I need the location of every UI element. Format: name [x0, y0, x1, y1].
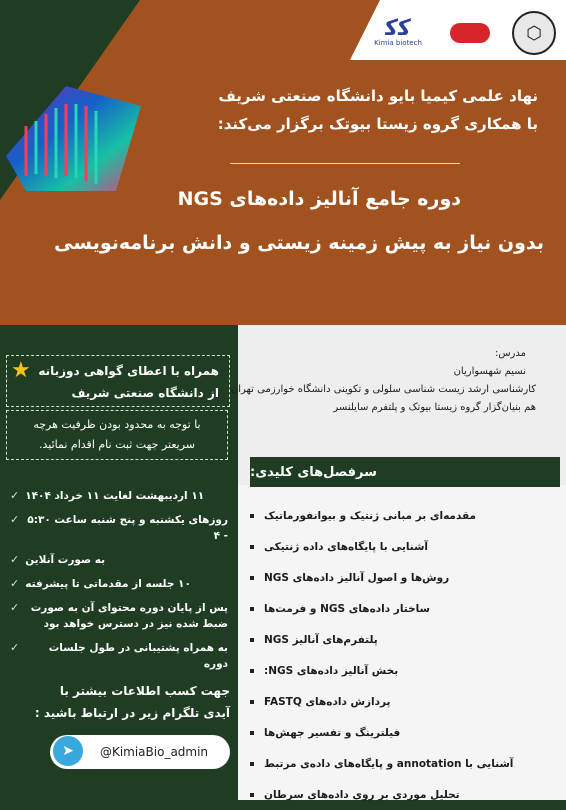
syllabus-list [250, 500, 550, 810]
bullet-icon [250, 731, 254, 735]
bullet-icon [250, 669, 254, 673]
bullet-icon [250, 514, 254, 518]
bullet-icon [250, 793, 254, 797]
kimia-logo: ﮐﮐ Kimia biotech [374, 16, 422, 47]
check-icon: ✓ [10, 641, 20, 654]
syllabus-item: مقدمه‌ای بر مبانی ژنتیک و بیوانفورماتیک [250, 500, 550, 531]
check-icon: ✓ [10, 601, 20, 614]
bullet-icon [250, 762, 254, 766]
syllabus-item: تحلیل موردی بر روی داده‌های سرطان [250, 779, 550, 810]
bullet-icon [250, 607, 254, 611]
check-icon: ✓ [10, 513, 20, 526]
teacher-info [216, 345, 536, 417]
syllabus-item: ساختار داده‌های NGS و فرمت‌ها [250, 593, 550, 624]
check-icon: ✓ [10, 489, 20, 502]
detail-item: ✓ به صورت آنلاین [10, 553, 106, 566]
detail-item: ✓ ۱۱ اردیبهشت لغایت ۱۱ خرداد ۱۴۰۴ [10, 489, 205, 502]
syllabus-item: پلتفرم‌های آنالیز NGS [250, 624, 550, 655]
teacher-bio-2: هم بنیان‌گزار گروه زیستا بیوتک و پلتفرم سایلنسر [333, 402, 536, 413]
check-icon: ✓ [10, 577, 20, 590]
course-title: دوره جامع آنالیز داده‌های NGS [177, 188, 461, 210]
syllabus-item: پردازش داده‌های FASTQ [250, 686, 550, 717]
certificate-line-1: همراه با اعطای گواهی دوزبانه [38, 364, 219, 378]
syllabus-item: آشنایی با پایگاه‌های داده ژنتیکی [250, 531, 550, 562]
syllabus-item: فیلترینگ و تفسیر جهش‌ها [250, 717, 550, 748]
org-line-1: نهاد علمی کیمیا بایو دانشگاه صنعتی شریف [218, 87, 538, 105]
teacher-bio-1: کارشناسی ارشد زیست شناسی سلولی و تکوینی دانشگاه خوارزمی تهران [230, 384, 536, 395]
detail-item: ✓ پس از پایان دوره محتوای آن به صورت ضبط شده نیز در دسترس خواهد بود [10, 601, 228, 630]
teacher-name: نسیم شهسواریان [453, 366, 526, 377]
telegram-icon: ➤ [53, 736, 83, 766]
organizer-text [98, 82, 538, 138]
syllabus-item: آشنایی با annotation و پایگاه‌های داده‌ی مرتبط [250, 748, 550, 779]
capacity-line-1: با توجه به محدود بودن ظرفیت هرچه [33, 418, 201, 431]
certificate-line-2: از دانشگاه صنعتی شریف [71, 386, 219, 400]
certificate-box [6, 355, 230, 407]
teacher-label: مدرس: [494, 348, 526, 359]
bullet-icon [250, 576, 254, 580]
header-divider [230, 163, 460, 164]
star-icon: ★ [11, 358, 31, 383]
check-icon: ✓ [10, 553, 20, 566]
capacity-line-2: سریعتر جهت ثبت نام اقدام نمائید. [39, 438, 195, 451]
capacity-notice [6, 410, 228, 460]
detail-item: ✓ روزهای یکشنبه و پنج شنبه ساعت ۵:۳۰ - ۴ [10, 513, 228, 542]
syllabus-item: بخش آنالیز داده‌های NGS: [250, 655, 550, 686]
course-details-list [10, 488, 228, 680]
contact-text [20, 680, 230, 724]
syllabus-heading: سرفصل‌های کلیدی: [250, 457, 560, 487]
detail-item: ✓ ۱۰ جلسه از مقدماتی تا پیشرفته [10, 577, 191, 590]
contact-line-1: جهت کسب اطلاعات بیشتر با [59, 684, 230, 698]
bullet-icon [250, 545, 254, 549]
logo-bar [368, 10, 556, 56]
org-line-2: با همکاری گروه زیستا بیوتک برگزار می‌کند: [217, 115, 538, 133]
zista-logo [442, 15, 498, 51]
telegram-id[interactable]: @KimiaBio_admin [99, 745, 209, 759]
course-subtitle: بدون نیاز به پیش زمینه زیستی و دانش برنامه‌نویسی [54, 232, 544, 254]
sharif-logo: ⬡ [512, 11, 556, 55]
syllabus-item: روش‌ها و اصول آنالیز داده‌های NGS [250, 562, 550, 593]
contact-line-2: آیدی تلگرام زیر در ارتباط باشید : [34, 706, 230, 720]
bullet-icon [250, 700, 254, 704]
detail-item: ✓ به همراه پشتیبانی در طول جلسات دوره [10, 641, 228, 670]
bullet-icon [250, 638, 254, 642]
